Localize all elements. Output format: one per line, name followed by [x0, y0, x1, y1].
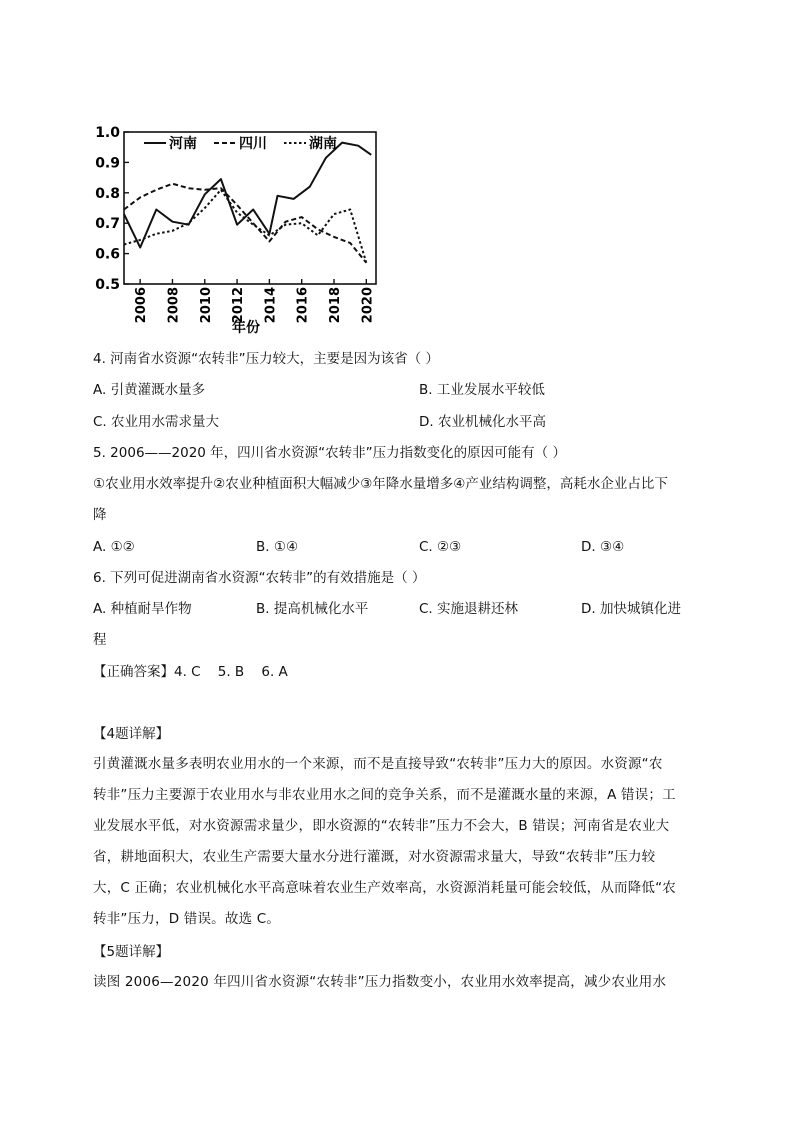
- q5-statements: ①农业用水效率提升②农业种植面积大幅减少③年降水量增多④产业结构调整，高耗水企业占比下: [93, 476, 668, 492]
- detail-4-line: 引黄灌溉水量多表明农业用水的一个来源，而不是直接导致“农转非”压力大的原因。水资源“农: [93, 756, 663, 772]
- y-tick-label: 0.9: [95, 155, 120, 172]
- x-tick-label: 2010: [198, 287, 214, 324]
- chart-axes: [95, 125, 376, 323]
- q4-option-b: B. 工业发展水平较低: [419, 382, 545, 398]
- q6-option-d: D. 加快城镇化进: [581, 601, 681, 617]
- y-tick-label: 0.8: [95, 185, 120, 202]
- y-tick-label: 0.6: [95, 246, 120, 263]
- detail-4-line: 转非”压力主要源于农业用水与非农业用水之间的竞争关系，而不是灌溉水量的来源，A 错误；工: [93, 787, 676, 803]
- y-tick-label: 0.7: [95, 216, 120, 233]
- correct-answer: 【正确答案】4. C 5. B 6. A: [93, 664, 288, 680]
- line-chart: [86, 118, 386, 342]
- detail-5-body: [93, 967, 703, 998]
- x-tick-label: 2016: [295, 287, 311, 324]
- x-tick-label: 2006: [134, 287, 150, 324]
- series-line-1: [124, 143, 371, 248]
- chart-series: [124, 143, 371, 263]
- x-axis-label: 年份: [232, 320, 260, 336]
- legend-label: 湖南: [309, 136, 337, 152]
- q6-option-c: C. 实施退耕还林: [419, 601, 519, 617]
- chart-legend: [144, 135, 337, 152]
- q4-option-c: C. 农业用水需求量大: [93, 414, 220, 430]
- detail-4-line: 大，C 正确；农业机械化水平高意味着农业生产效率高，水资源消耗量可能会较低，从而降低“农: [93, 880, 677, 896]
- series-line-3: [124, 190, 366, 263]
- q4-option-a: A. 引黄灌溉水量多: [93, 382, 206, 398]
- plot-frame: [124, 132, 376, 284]
- detail-5-title: 【5题详解】: [93, 944, 170, 960]
- legend-label: 四川: [239, 136, 267, 152]
- detail-4-line: 业发展水平低，对水资源需求量少，即水资源的“农转非”压力不会大，B 错误；河南省是农业大: [93, 818, 670, 834]
- series-line-2: [124, 184, 366, 263]
- q6-option-b: B. 提高机械化水平: [256, 601, 369, 617]
- detail-4-body: [93, 749, 703, 935]
- y-tick-label: 1.0: [95, 125, 120, 141]
- detail-4-line: 省，耕地面积大，农业生产需要大量水分进行灌溉，对水资源需求量大，导致“农转非”压力较: [93, 849, 656, 865]
- question-6-stem: 6. 下列可促进湖南省水资源“农转非”的有效措施是（ ）: [93, 570, 426, 586]
- legend-label: 河南: [169, 136, 197, 152]
- y-tick-label: 0.5: [95, 277, 120, 293]
- question-4-stem: 4. 河南省水资源“农转非”压力较大，主要是因为该省（ ）: [93, 351, 439, 367]
- q6-option-a: A. 种植耐旱作物: [93, 601, 192, 617]
- x-tick-label: 2014: [263, 287, 279, 324]
- q5-option-c: C. ②③: [419, 539, 462, 555]
- detail-4-line: 转非”压力，D 错误。故选 C。: [93, 911, 281, 927]
- q6-option-d-cont: 程: [93, 632, 107, 648]
- q5-option-b: B. ①④: [256, 539, 299, 555]
- x-tick-label: 2012: [231, 287, 247, 324]
- x-tick-label: 2020: [360, 287, 376, 324]
- q5-statements-cont: 降: [93, 507, 107, 523]
- q5-option-d: D. ③④: [581, 539, 625, 555]
- x-tick-label: 2018: [328, 287, 343, 324]
- q5-option-a: A. ①②: [93, 539, 135, 555]
- detail-4-title: 【4题详解】: [93, 726, 170, 742]
- detail-5-line: 读图 2006—2020 年四川省水资源“农转非”压力指数变小，农业用水效率提高，减少农业用水: [93, 974, 667, 990]
- q4-option-d: D. 农业机械化水平高: [419, 414, 546, 430]
- question-5-stem: 5. 2006——2020 年，四川省水资源“农转非”压力指数变化的原因可能有（ ）: [93, 445, 566, 461]
- x-tick-label: 2008: [166, 287, 182, 324]
